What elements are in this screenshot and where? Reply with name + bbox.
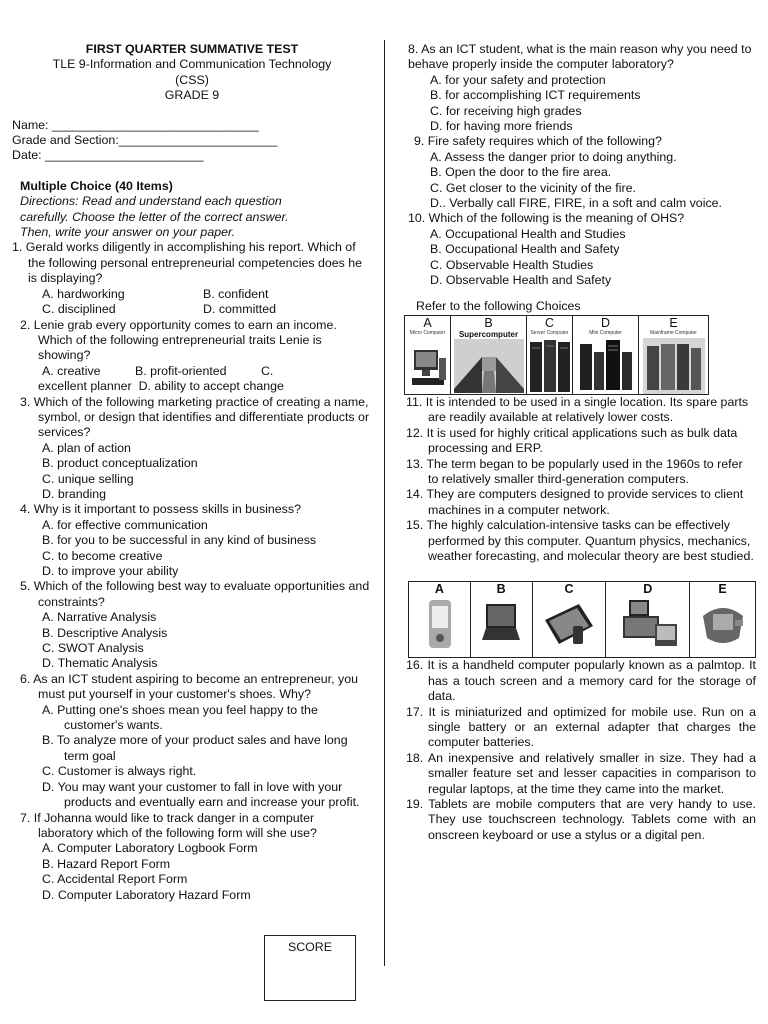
choice-c[interactable] [527, 315, 573, 394]
choice-letter: D [600, 315, 611, 330]
computer-types-table [404, 315, 709, 395]
choice-letter: E [669, 315, 678, 330]
choice-letter: C [544, 315, 555, 330]
question-9 [392, 134, 756, 211]
option-c[interactable]: C. Get closer to the vicinity of the fire. [430, 180, 636, 195]
option-d[interactable]: D. You may want your customer to fall in love with your products and eventually earn and increase your profit. [42, 779, 360, 810]
question-text: 2. Lenie grab every opportunity comes to earn an income. Which of the following entrepreneurial traits Lenie is showing? [20, 317, 337, 363]
mobile-devices-table [408, 581, 756, 658]
option-b[interactable]: B. for accomplishing ICT requirements [430, 88, 641, 103]
choice-a[interactable] [409, 582, 471, 658]
tablet-phone-icon [539, 596, 599, 652]
option-b[interactable]: B. Hazard Report Form [42, 856, 171, 871]
directions-line-2: carefully. Choose the letter of the correct answer. [20, 209, 289, 224]
question-10 [392, 211, 756, 288]
choice-caption: Mini Computer [589, 329, 622, 336]
question-3 [12, 395, 372, 503]
section-title: Multiple Choice (40 Items) [20, 178, 173, 193]
server-rack-icon [528, 336, 572, 394]
option-b[interactable]: B. Open the door to the fire area. [430, 165, 612, 180]
option-d[interactable]: D. Computer Laboratory Hazard Form [42, 887, 251, 902]
choice-letter: A [434, 582, 444, 597]
mainframe-icon [643, 336, 705, 394]
question-12: 12. It is used for highly critical applications such as bulk data processing and ERP. [406, 425, 738, 456]
grade-section-field[interactable]: Grade and Section:_______________________ [12, 133, 278, 148]
subject-line: TLE 9-Information and Communication Technology [52, 57, 332, 72]
netbook-group-icon [615, 596, 681, 652]
option-c[interactable]: C. Customer is always right. [42, 764, 197, 779]
strand-line: (CSS) [175, 72, 209, 87]
choice-d[interactable] [573, 315, 639, 394]
test-title: FIRST QUARTER SUMMATIVE TEST [85, 42, 299, 56]
option-c[interactable]: C. to become creative [42, 548, 163, 563]
choice-letter: B [484, 315, 493, 330]
question-text: 9. Fire safety requires which of the following? [414, 134, 662, 149]
score-box[interactable] [264, 935, 356, 1001]
option-c[interactable]: C. unique selling [42, 471, 134, 486]
option-a[interactable]: A. Assess the danger prior to doing anything. [430, 149, 677, 164]
question-16: 16. It is a handheld computer popularly known as a palmtop. It has a touch screen and a memory card for the storage of data. [406, 658, 756, 704]
choice-letter: A [423, 315, 432, 330]
option-d[interactable]: D. for having more friends [430, 119, 573, 134]
question-18: 18. An inexpensive and relatively smaller in size. They had a smaller feature set and lesser capacities in comparison to regular laptops, at the time they came into the market. [406, 750, 756, 796]
option-a[interactable]: A. plan of action [42, 440, 131, 455]
option-b[interactable]: B. To analyze more of your product sales and have long term goal [42, 733, 348, 763]
option-a[interactable]: A. for effective communication [42, 517, 208, 532]
option-a[interactable]: A. hardworking [42, 286, 125, 301]
left-column [12, 42, 372, 903]
desktop-pc-icon [408, 336, 448, 394]
question-text: 8. As an ICT student, what is the main reason why you need to behave properly inside the computer laboratory? [408, 42, 752, 72]
refer-label: Refer to the following Choices [416, 298, 581, 313]
tower-cluster-icon [576, 336, 636, 394]
option-c[interactable]: C. for receiving high grades [430, 103, 582, 118]
options-row-2[interactable]: excellent planner D. ability to accept change [38, 379, 284, 394]
question-17: 17. It is miniaturized and optimized for mobile use. Run on a single battery or an external adapter that charges the computer batteries. [406, 704, 756, 750]
directions-line-1: Directions: Read and understand each question [20, 194, 282, 209]
option-c[interactable]: C. Observable Health Studies [430, 257, 594, 272]
options-row-1[interactable]: A. creative B. profit-oriented C. [42, 363, 274, 378]
option-b[interactable]: B. confident [203, 286, 269, 301]
name-field[interactable]: Name: ______________________________ [12, 117, 259, 132]
option-c[interactable]: C. SWOT Analysis [42, 641, 144, 656]
choice-caption: Supercomputer [458, 329, 519, 339]
choice-d[interactable] [606, 582, 690, 658]
choice-letter: E [718, 582, 727, 597]
choice-a[interactable] [405, 315, 451, 394]
choice-b[interactable] [451, 315, 527, 394]
option-b[interactable]: B. Descriptive Analysis [42, 625, 168, 640]
option-b[interactable]: B. product conceptualization [42, 456, 198, 471]
question-text: 1. Gerald works diligently in accomplishing his report. Which of the following personal entrepreneurial competencies does he is displaying? [12, 240, 363, 286]
question-19: 19. Tablets are mobile computers that are very handy to use. They use touchscreen technology. Tablets come with an onscreen keyboard or use a stylus or a digital pen. [406, 797, 756, 842]
option-d[interactable]: D. Thematic Analysis [42, 656, 158, 671]
question-5 [12, 579, 372, 671]
option-a[interactable]: A. Putting one's shoes mean you feel happy to the customer's wants. [42, 702, 318, 733]
pda-icon [419, 596, 459, 652]
choice-letter: B [496, 582, 506, 597]
laptop-icon [476, 596, 526, 652]
choice-caption: Micro Computer [409, 329, 446, 336]
question-text: 7. If Johanna would like to track danger in a computer laboratory which of the following form will she use? [20, 810, 317, 840]
option-b[interactable]: B. for you to be successful in any kind of business [42, 533, 317, 548]
question-2 [12, 318, 372, 395]
grade-line: GRADE 9 [164, 88, 220, 103]
date-field[interactable]: Date: _______________________ [12, 148, 204, 163]
directions-line-3: Then, write your answer on your paper. [20, 225, 236, 240]
question-text: 5. Which of the following best way to evaluate opportunities and constraints? [20, 579, 370, 609]
option-c[interactable]: C. disciplined [42, 302, 116, 317]
items-11-15 [392, 395, 756, 564]
option-a[interactable]: A. for your safety and protection [430, 72, 606, 87]
option-a[interactable]: A. Occupational Health and Studies [430, 226, 626, 241]
question-text: 6. As an ICT student aspiring to become an entrepreneur, you must put yourself in your customer's shoes. Why? [20, 671, 358, 702]
question-text: 3. Which of the following marketing practice of creating a name, symbol, or design that identifies and differentiate products or services? [20, 394, 370, 440]
question-11: 11. It is intended to be used in a single location. Its spare parts are readily available at relatively lower costs. [406, 394, 749, 425]
question-text: 4. Why is it important to possess skills in business? [20, 502, 301, 517]
option-d[interactable]: D. committed [203, 302, 276, 317]
option-a[interactable]: A. Narrative Analysis [42, 610, 157, 625]
option-d[interactable]: D. branding [42, 486, 107, 501]
choice-e[interactable] [639, 315, 709, 394]
question-13: 13. The term began to be popularly used in the 1960s to refer to relatively smaller third-generation computers. [406, 456, 743, 486]
question-8 [392, 42, 756, 134]
choice-b[interactable] [470, 582, 532, 658]
right-column [392, 42, 756, 843]
wearable-computer-icon [695, 596, 751, 652]
question-text: 10. Which of the following is the meaning of OHS? [408, 211, 685, 226]
column-divider [384, 40, 385, 966]
question-7 [12, 811, 372, 903]
items-16-19 [392, 658, 756, 843]
choice-e[interactable] [690, 582, 756, 658]
option-b[interactable]: B. Occupational Health and Safety [430, 242, 620, 257]
choice-caption: Mainframe Computer [650, 329, 697, 336]
server-room-icon [454, 339, 524, 393]
score-label: SCORE [287, 940, 333, 954]
choice-c[interactable] [532, 582, 606, 658]
option-c[interactable]: C. Accidental Report Form [42, 872, 188, 887]
choice-letter: D [643, 582, 653, 597]
option-d[interactable]: D. Observable Health and Safety [430, 273, 612, 288]
option-d[interactable]: D. to improve your ability [42, 564, 179, 578]
choice-caption: Server Computer [530, 329, 569, 336]
option-d[interactable]: D.. Verbally call FIRE, FIRE, in a soft and calm voice. [430, 196, 722, 211]
question-14: 14. They are computers designed to provide services to client machines in a computer network. [406, 487, 744, 517]
question-4 [12, 502, 372, 579]
question-6 [12, 672, 372, 811]
question-15: 15. The highly calculation-intensive tasks can be effectively performed by this computer. Quantum physics, mechanics, weather forecasting, and molecular theory are best studied. [406, 518, 754, 563]
question-1 [12, 240, 372, 317]
option-a[interactable]: A. Computer Laboratory Logbook Form [42, 841, 258, 856]
choice-letter: C [564, 582, 574, 597]
